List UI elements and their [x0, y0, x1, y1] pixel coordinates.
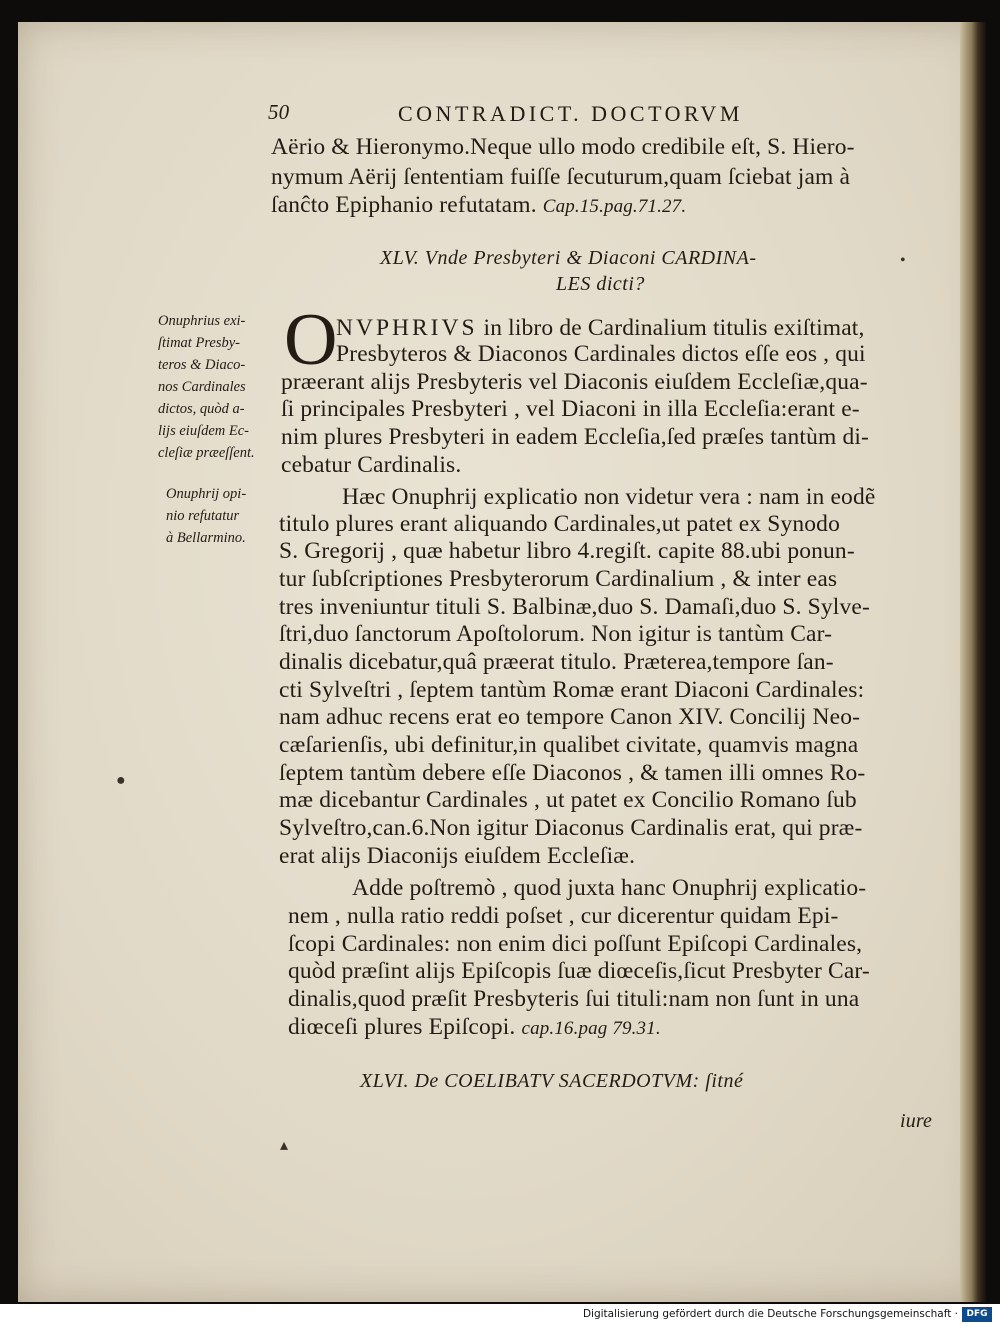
folio-number: 50	[268, 100, 290, 124]
margin-note-line: lijs eiuſdem Ec-	[158, 423, 250, 439]
text-line: nam adhuc recens erat eo tempore Canon XIV. Concilij Neo-	[279, 704, 861, 730]
text-line: Presbyteros & Diaconos Cardinales dictos eſſe eos , qui	[336, 341, 866, 367]
text-line: Adde poſtremò , quod juxta hanc Onuphrij explicatio-	[352, 875, 867, 901]
section-heading: XLVI. De COELIBATV SACERDOTVM: ſitné	[360, 1070, 744, 1092]
text-line: nymum Aërij ſententiam fuiſſe ſecuturum,quam ſciebat jam à	[271, 164, 851, 190]
text-line: tur ſubſcriptiones Presbyterorum Cardinalium , & inter eas	[279, 566, 838, 592]
text-line: nim plures Presbyteri in eadem Eccleſia,ſed præſes tantùm di-	[281, 424, 869, 450]
margin-note-line: nio refutatur	[166, 508, 240, 524]
running-head: CONTRADICT. DOCTORVM	[398, 101, 743, 126]
drop-capital: O	[284, 299, 338, 381]
text-line	[271, 192, 686, 219]
small-caps-name: NVPHRIVS	[336, 315, 478, 341]
margin-note	[166, 483, 246, 549]
text-line: cebatur Cardinalis.	[281, 452, 462, 478]
margin-note-line: dictos, quòd a-	[158, 401, 245, 417]
text-line: mæ dicebantur Cardinales , ut patet ex Concilio Romano ſub	[279, 787, 857, 813]
ink-blot: ●	[116, 772, 126, 789]
text-line: erat alijs Diaconijs eiuſdem Eccleſiæ.	[279, 843, 636, 869]
text-line	[336, 315, 865, 342]
catchword: iure	[900, 1110, 933, 1132]
text-line: ſi principales Presbyteri , vel Diaconi in illa Eccleſia:erant e-	[281, 396, 860, 422]
text-line: tres inveniuntur tituli S. Balbinæ,duo S. Damaſi,duo S. Sylve-	[279, 594, 870, 620]
text-line: dinalis dicebatur,quâ præerat titulo. Præterea,tempore ſan-	[279, 649, 834, 675]
citation-ref: Cap.15.pag.71.27.	[542, 196, 687, 217]
text-line: ſtri,duo ſanctorum Apoſtolorum. Non igitur is tantùm Car-	[279, 621, 833, 647]
text-line: titulo plures erant aliquando Cardinales,ut patet ex Synodo	[279, 511, 840, 537]
text-line: quòd præſint alijs Epiſcopis ſuæ diœceſis,ſicut Presbyter Car-	[288, 958, 870, 984]
citation-ref: cap.16.pag 79.31.	[521, 1018, 661, 1039]
footer-credit: Digitalisierung gefördert durch die Deutsche Forschungsgemeinschaft ·	[582, 1308, 958, 1320]
margin-note-line: Onuphrij opi-	[166, 486, 247, 502]
text-line: cti Sylveſtri , ſeptem tantùm Romæ erant Diaconi Cardinales:	[279, 677, 865, 703]
margin-note-line: Onuphrius exi-	[158, 313, 246, 329]
dfg-logo: DFG	[962, 1307, 992, 1322]
section-heading-continued: LES dicti?	[556, 273, 645, 295]
margin-note-line: teros & Diaco-	[158, 357, 246, 373]
text-line: nem , nulla ratio reddi poſset , cur dicerentur quidam Epi-	[288, 903, 839, 929]
ink-blot: ▴	[280, 1137, 289, 1154]
text-segment: diœceſi plures Epiſcopi.	[288, 1014, 516, 1040]
margin-note-line: à Bellarmino.	[166, 530, 246, 546]
margin-note-line: cleſiæ præeſſent.	[158, 445, 255, 461]
margin-note	[158, 310, 255, 464]
page-gutter	[960, 22, 986, 1302]
text-line: Hæc Onuphrij explicatio non videtur vera : nam in eodẽ	[342, 484, 876, 510]
margin-note-line: ſtimat Presby-	[158, 335, 241, 351]
text-line	[288, 1014, 661, 1041]
section-heading: XLV. Vnde Presbyteri & Diaconi CARDINA-	[380, 247, 757, 269]
text-line: S. Gregorij , quæ habetur libro 4.regiſt. capite 88.ubi ponun-	[279, 538, 855, 564]
text-line: Sylveſtro,can.6.Non igitur Diaconus Cardinalis erat, qui præ-	[279, 815, 863, 841]
text-line: dinalis,quod præſit Presbyteris ſui tituli:nam non ſunt in una	[288, 986, 860, 1012]
text-segment: in libro de Cardinalium titulis exiſtimat,	[477, 315, 865, 341]
digitization-footer	[0, 1304, 1000, 1326]
text-line: ſcopi Cardinales: non enim dici poſſunt Epiſcopi Cardinales,	[288, 931, 863, 957]
text-line: ſeptem tantùm debere eſſe Diaconos , & tamen illi omnes Ro-	[279, 760, 866, 786]
text-segment: ſanĉto Epiphanio refutatam.	[271, 192, 537, 218]
margin-note-line: nos Cardinales	[158, 379, 246, 395]
printer-mark: •	[900, 252, 906, 269]
text-line: cæſarienſis, ubi definitur,in qualibet civitate, quamvis magna	[279, 732, 859, 758]
text-line: Aërio & Hieronymo.Neque ullo modo credibile eſt, S. Hiero-	[271, 134, 855, 160]
text-line: præerant alijs Presbyteris vel Diaconis eiuſdem Eccleſiæ,qua-	[281, 369, 868, 395]
